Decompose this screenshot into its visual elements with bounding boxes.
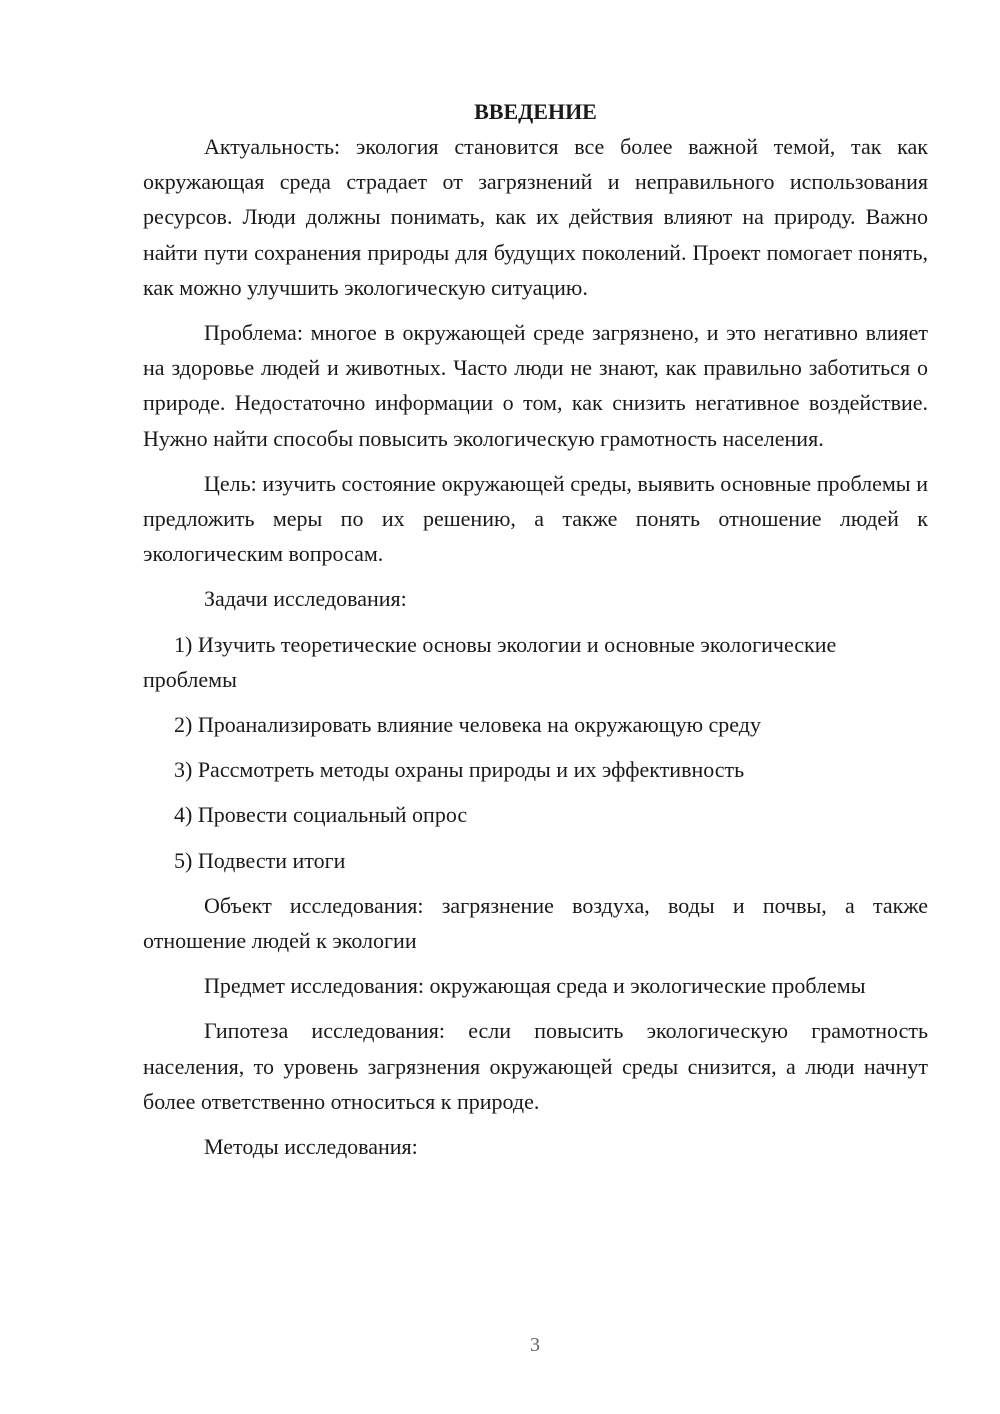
tasks-list	[143, 627, 928, 878]
task-item-5: 5) Подвести итоги	[174, 847, 346, 873]
task-item-1: 1) Изучить теоретические основы экологии и основные экологические проблемы	[143, 631, 837, 692]
object-paragraph: Объект исследования: загрязнение воздуха, воды и почвы, а также отношение людей к экологии	[143, 892, 928, 954]
page-number: 3	[530, 1334, 540, 1356]
problem-paragraph: Проблема: многое в окружающей среде загрязнено, и это негативно влияет на здоровье людей и животных. Часто люди не знают, как правильно заботиться о природе. Недостаточно информации о том, как снизить негативное воздействие. Нужно найти способы повысить экологическую грамотность населения.	[143, 320, 928, 451]
tasks-heading: Задачи исследования:	[204, 586, 407, 612]
task-item-2: 2) Проанализировать влияние человека на окружающую среду	[174, 712, 761, 738]
task-item-3: 3) Рассмотреть методы охраны природы и их эффективность	[174, 757, 745, 783]
hypothesis-paragraph: Гипотеза исследования: если повысить экологическую грамотность населения, то уровень загрязнения окружающей среды снизится, а люди начнут более ответственно относиться к природе.	[143, 1018, 928, 1114]
methods-heading: Методы исследования:	[204, 1134, 418, 1160]
relevance-paragraph: Актуальность: экология становится все более важной темой, так как окружающая среда страдает от загрязнений и неправильного использования ресурсов. Люди должны понимать, как их действия влияют на природу. Важно найти пути сохранения природы для будущих поколений. Проект помогает понять, как можно улучшить экологическую ситуацию.	[143, 134, 928, 300]
task-item-4: 4) Провести социальный опрос	[174, 802, 468, 828]
goal-paragraph: Цель: изучить состояние окружающей среды, выявить основные проблемы и предложить меры по их решению, а также понять отношение людей к экологическим вопросам.	[143, 470, 928, 567]
subject-paragraph: Предмет исследования: окружающая среда и экологические проблемы	[204, 973, 866, 999]
document-page	[143, 94, 928, 1174]
section-title: ВВЕДЕНИЕ	[474, 99, 597, 124]
